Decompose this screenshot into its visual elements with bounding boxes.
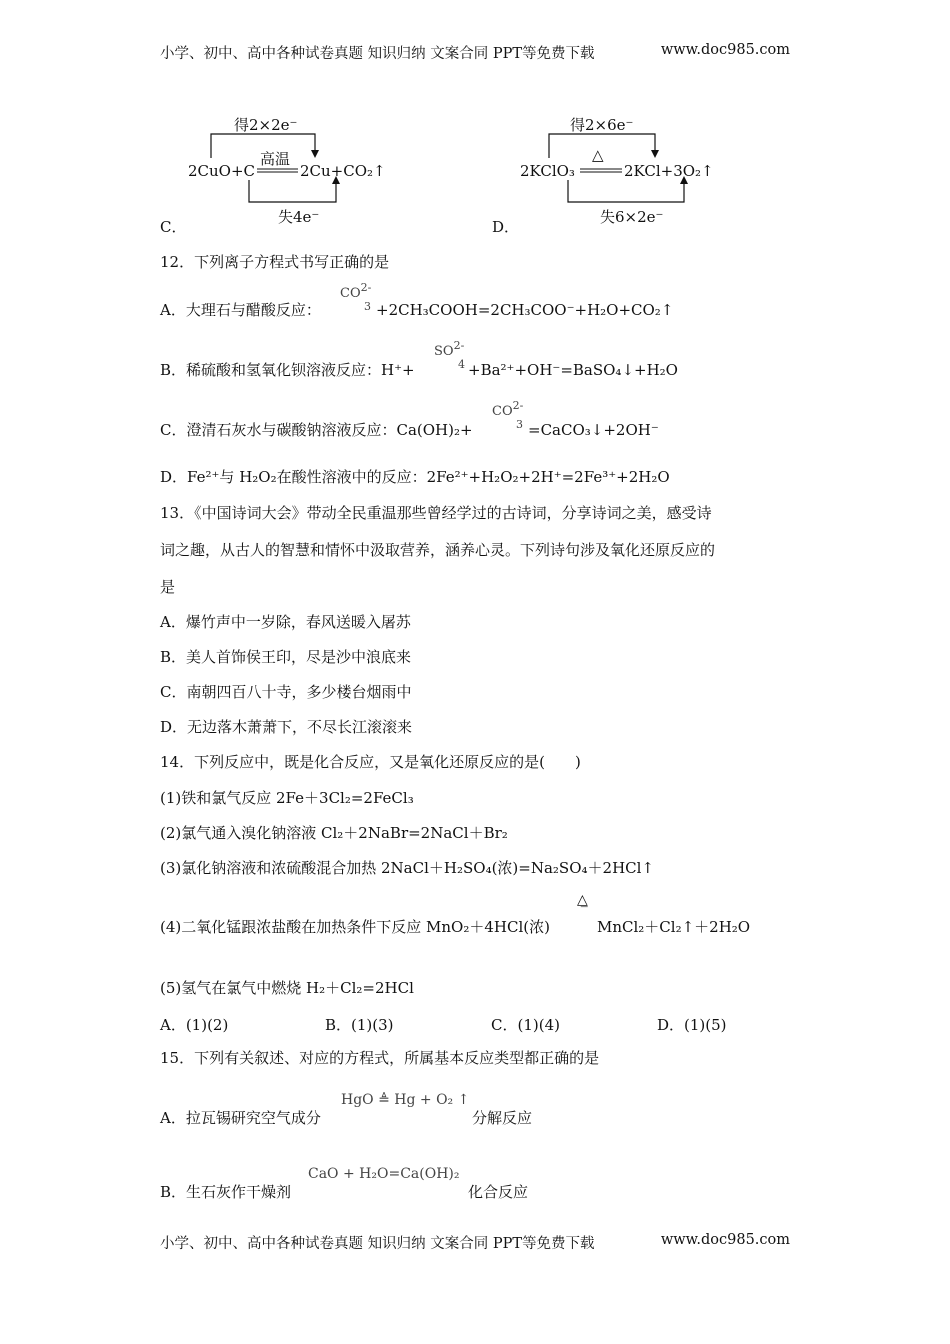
q11c-right-side: 2Cu+CO₂↑: [300, 162, 386, 180]
q12c-ion: $CO^{2-}$ 3: [492, 399, 524, 431]
page-footer: [160, 1232, 790, 1253]
q15b-type: 化合反应: [468, 1183, 529, 1201]
q14-item4-left: (4)二氧化锰跟浓盐酸在加热条件下反应 MnO₂＋4HCl(浓): [160, 918, 550, 936]
q12b-text: B．稀硫酸和氢氧化钡溶液反应：H⁺+: [160, 361, 415, 379]
q12c-text: C．澄清石灰水与碳酸钠溶液反应：Ca(OH)₂+: [160, 421, 473, 439]
q15b-text: B．生石灰作干燥剂: [160, 1183, 292, 1201]
q13-stem-line1: 13．《中国诗词大会》带动全民重温那些曾经学过的古诗词，分享诗词之美，感受诗: [160, 504, 712, 522]
q14-item1: (1)铁和氯气反应 2Fe＋3Cl₂=2FeCl₃: [160, 789, 414, 807]
page-header: [160, 42, 790, 63]
q12-stem: 12．下列离子方程式书写正确的是: [160, 253, 390, 271]
footer-text: 小学、初中、高中各种试卷真题 知识归纳 文案合同 PPT等免费下载: [160, 1236, 595, 1252]
q13-option-a[interactable]: A．爆竹声中一岁除，春风送暖入屠苏: [160, 613, 411, 631]
q15-stem: 15．下列有关叙述、对应的方程式，所属基本反应类型都正确的是: [160, 1049, 600, 1067]
q12a-ion: $CO^{2-}$ 3: [340, 281, 372, 313]
q13-option-c[interactable]: C．南朝四百八十寺，多少楼台烟雨中: [160, 683, 412, 701]
q12b-rest: +Ba²⁺+OH⁻=BaSO₄↓+H₂O: [468, 361, 678, 379]
q11c-top-label: 得2×2e⁻: [234, 116, 298, 134]
footer-site[interactable]: www.doc985.com: [660, 1232, 790, 1248]
q13-stem-line3: 是: [160, 578, 176, 596]
q11-option-d: [492, 110, 752, 235]
q15-option-b[interactable]: [160, 1182, 291, 1202]
q15a-type: 分解反应: [472, 1109, 533, 1127]
q14-item4-right: MnCl₂＋Cl₂↑＋2H₂O: [597, 918, 751, 936]
q12-option-a[interactable]: [160, 300, 321, 320]
q11d-bottom-label: 失6×2e⁻: [600, 208, 664, 226]
q14-option-a[interactable]: A．(1)(2): [160, 1016, 229, 1034]
header-site[interactable]: www.doc985.com: [660, 42, 790, 58]
q14-item3: (3)氯化钠溶液和浓硫酸混合加热 2NaCl＋H₂SO₄(浓)=Na₂SO₄＋2HCl↑: [160, 859, 654, 877]
q12-option-d[interactable]: D．Fe²⁺与 H₂O₂在酸性溶液中的反应：2Fe²⁺+H₂O₂+2H⁺=2Fe³⁺+2H₂O: [160, 468, 670, 486]
q12b-ion: $SO^{2-}$ 4: [434, 339, 465, 371]
q14-item4-condition: △̲: [577, 892, 588, 908]
q14-option-c[interactable]: C．(1)(4): [491, 1016, 560, 1034]
q14-option-b[interactable]: B．(1)(3): [325, 1016, 394, 1034]
q15b-formula: CaO + H₂O=Ca(OH)₂: [308, 1166, 460, 1182]
q12c-rest: =CaCO₃↓+2OH⁻: [528, 421, 659, 439]
q15-option-a[interactable]: [160, 1108, 321, 1128]
q13-option-b[interactable]: B．美人首饰侯王印，尽是沙中浪底来: [160, 648, 412, 666]
q14-stem: 14．下列反应中，既是化合反应，又是氧化还原反应的是( ): [160, 753, 581, 771]
header-text: 小学、初中、高中各种试卷真题 知识归纳 文案合同 PPT等免费下载: [160, 46, 595, 62]
q12a-text: A．大理石与醋酸反应：: [160, 301, 321, 319]
q14-item2: (2)氯气通入溴化钠溶液 Cl₂＋2NaBr=2NaCl＋Br₂: [160, 824, 508, 842]
q14-option-d[interactable]: D．(1)(5): [657, 1016, 727, 1034]
q11d-top-label: 得2×6e⁻: [570, 116, 634, 134]
q13-option-d[interactable]: D．无边落木萧萧下，不尽长江滚滚来: [160, 718, 413, 736]
q12a-rest: +2CH₃COOH=2CH₃COO⁻+H₂O+CO₂↑: [376, 301, 674, 319]
q14-item5: (5)氢气在氯气中燃烧 H₂＋Cl₂=2HCl: [160, 979, 414, 997]
q11d-right-side: 2KCl+3O₂↑: [624, 162, 714, 180]
q11c-option-label: C．: [160, 218, 187, 236]
q12-option-c[interactable]: [160, 420, 473, 440]
q11d-left-side: 2KClO₃: [520, 162, 575, 180]
q11-option-c: [160, 110, 420, 235]
q13-stem-line2: 词之趣，从古人的智慧和情怀中汲取营养，涵养心灵。下列诗句涉及氧化还原反应的: [160, 541, 716, 559]
q12-option-b[interactable]: [160, 360, 415, 380]
q15a-text: A．拉瓦锡研究空气成分: [160, 1109, 321, 1127]
q11c-condition: 高温: [260, 150, 291, 168]
q11d-option-label: D．: [492, 218, 520, 236]
q11c-left-side: 2CuO+C: [188, 162, 256, 180]
q15a-formula: HgO ≜ Hg + O₂ ↑: [341, 1092, 470, 1108]
q11d-condition: △: [592, 146, 604, 164]
q11c-bottom-label: 失4e⁻: [278, 208, 320, 226]
